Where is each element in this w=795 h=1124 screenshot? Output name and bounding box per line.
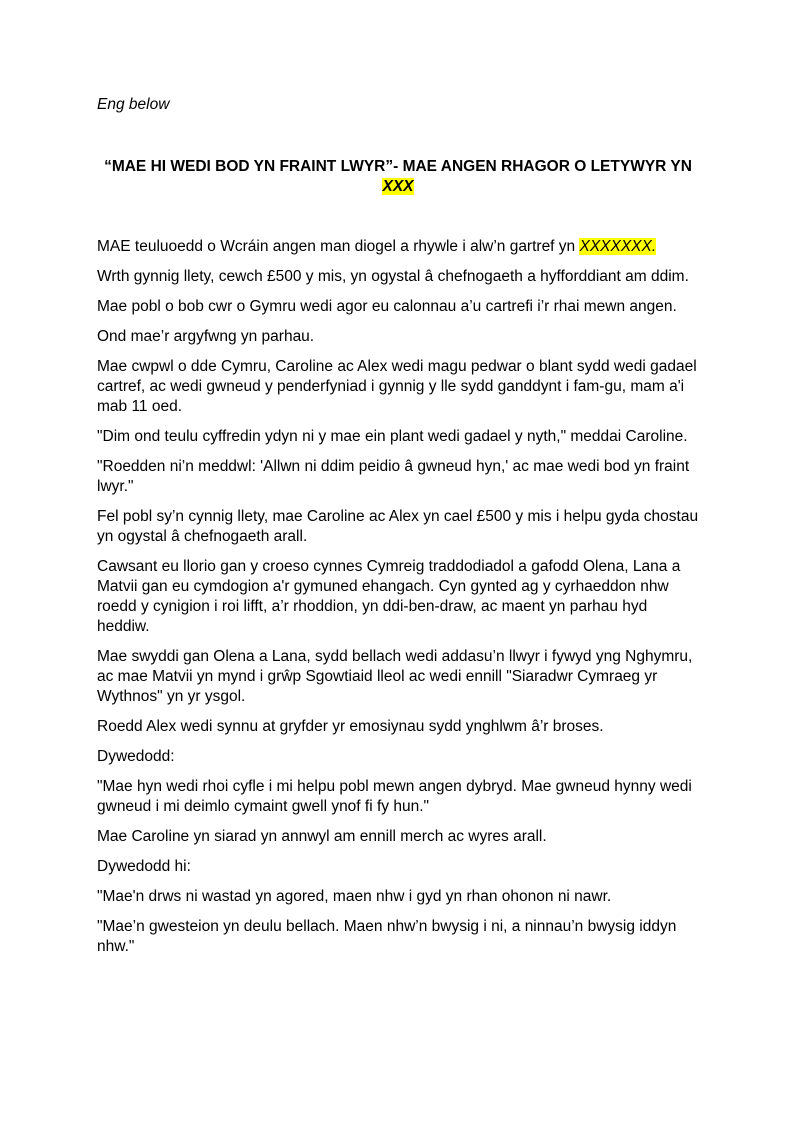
- paragraph: Mae swyddi gan Olena a Lana, sydd bellach wedi addasu’n llwyr i fywyd yng Nghymru, ac mae Matvii yn mynd i grŵp Sgowtiaid lleol ac wedi ennill "Siaradwr Cymraeg yr Wythnos" yn yr ysgol.: [97, 648, 693, 705]
- headline: [97, 157, 699, 197]
- paragraph: Wrth gynnig llety, cewch £500 y mis, yn ogystal â chefnogaeth a hyfforddiant am ddim.: [97, 268, 689, 285]
- language-note: Eng below: [97, 96, 170, 113]
- paragraph: Dywedodd hi:: [97, 858, 191, 875]
- paragraph: Cawsant eu llorio gan y croeso cynnes Cymreig traddodiadol a gafodd Olena, Lana a Matvii gan eu cymdogion a'r gymuned ehangach. Cyn gynted ag y cyrhaeddon nhw roedd y cynigion i roi lifft, a’r rhoddion, yn ddi-ben-draw, ac maent yn parhau hyd heddiw.: [97, 558, 681, 635]
- intro-text: MAE teuluoedd o Wcráin angen man diogel a rhywle i alw’n gartref yn: [97, 238, 580, 255]
- headline-placeholder-highlight: XXX: [382, 178, 414, 195]
- paragraph: Ond mae’r argyfwng yn parhau.: [97, 328, 315, 345]
- paragraph: "Dim ond teulu cyffredin ydyn ni y mae ein plant wedi gadael y nyth," meddai Caroline.: [97, 428, 688, 445]
- paragraph: Mae cwpwl o dde Cymru, Caroline ac Alex wedi magu pedwar o blant sydd wedi gadael cartref, ac wedi gwneud y penderfyniad i gynnig y lle sydd ganddynt i fam-gu, mam a'i mab 11 oed.: [97, 358, 697, 415]
- paragraph: Mae Caroline yn siarad yn annwyl am ennill merch ac wyres arall.: [97, 828, 547, 845]
- intro-paragraph: [97, 237, 699, 257]
- paragraph: "Mae hyn wedi rhoi cyfle i mi helpu pobl mewn angen dybryd. Mae gwneud hynny wedi gwneud i mi deimlo cymaint gwell ynof fi fy hun.": [97, 778, 692, 815]
- intro-placeholder-highlight: XXXXXXX.: [579, 238, 657, 255]
- article-body: [97, 237, 699, 957]
- paragraph: Fel pobl sy’n cynnig llety, mae Caroline ac Alex yn cael £500 y mis i helpu gyda chostau yn ogystal â chefnogaeth arall.: [97, 508, 699, 545]
- paragraph: "Roedden ni’n meddwl: 'Allwn ni ddim peidio â gwneud hyn,' ac mae wedi bod yn fraint lwyr.": [97, 458, 690, 495]
- headline-text: “MAE HI WEDI BOD YN FRAINT LWYR”- MAE ANGEN RHAGOR O LETYWYR YN: [104, 158, 692, 175]
- paragraph: "Mae’n gwesteion yn deulu bellach. Maen nhw’n bwysig i ni, a ninnau’n bwysig iddyn nhw.": [97, 918, 677, 955]
- paragraph: "Mae'n drws ni wastad yn agored, maen nhw i gyd yn rhan ohonon ni nawr.: [97, 888, 612, 905]
- paragraph: Roedd Alex wedi synnu at gryfder yr emosiynau sydd ynghlwm â’r broses.: [97, 718, 604, 735]
- document-page: [97, 95, 699, 967]
- paragraph: Dywedodd:: [97, 748, 175, 765]
- paragraph: Mae pobl o bob cwr o Gymru wedi agor eu calonnau a’u cartrefi i’r rhai mewn angen.: [97, 298, 677, 315]
